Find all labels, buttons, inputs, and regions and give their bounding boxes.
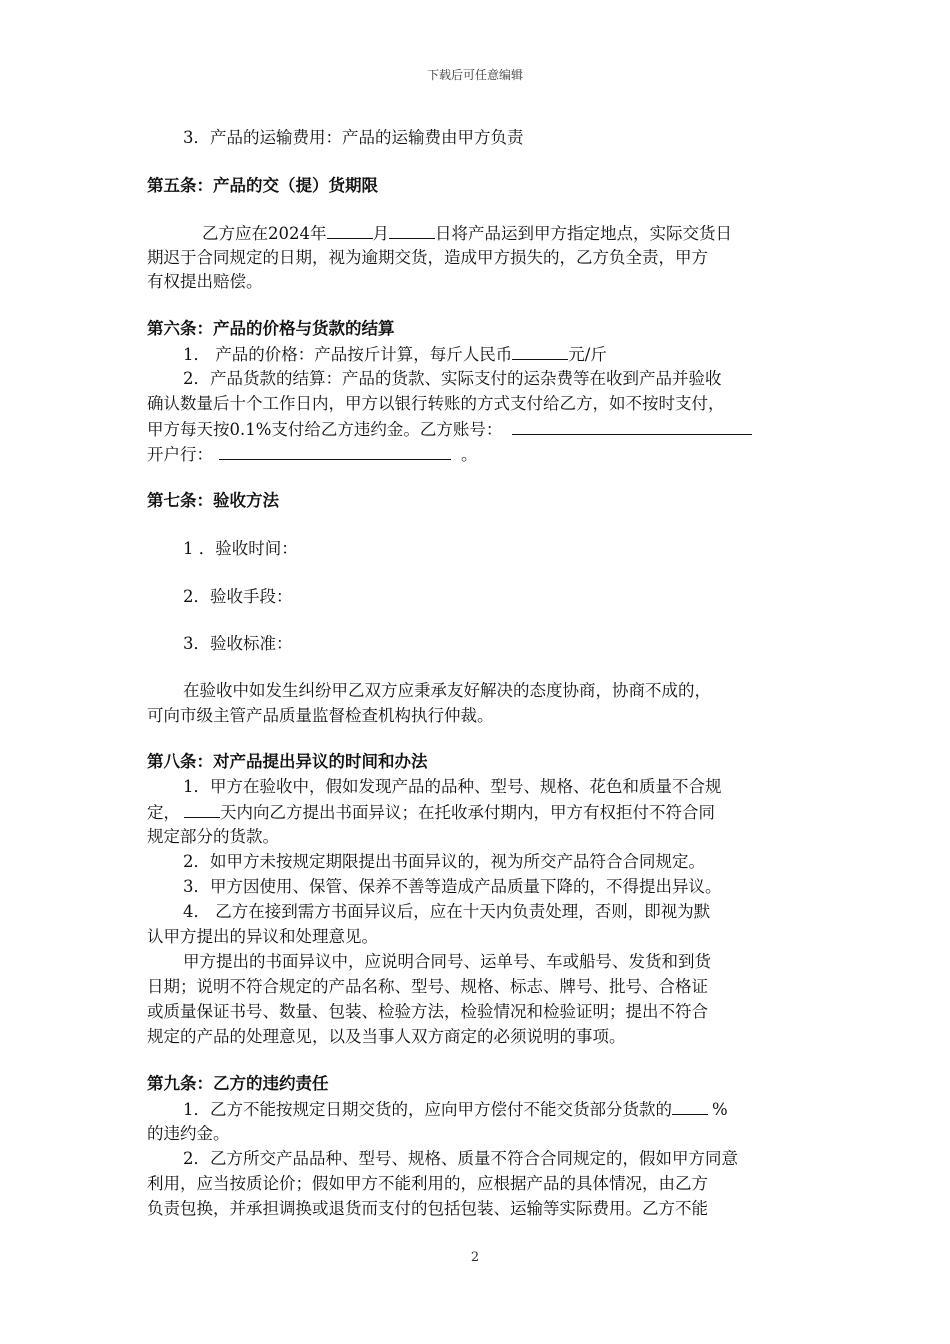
para-line: 3．验收标准：	[183, 634, 293, 653]
blank-account	[512, 418, 752, 435]
blank-bank	[219, 443, 451, 460]
para-line: 在验收中如发生纠纷甲乙双方应秉承友好解决的态度协商，协商不成的，	[183, 681, 711, 700]
blank-month	[327, 222, 373, 239]
section-heading: 第九条：乙方的违约责任	[147, 1074, 329, 1093]
para-line: 3．产品的运输费用：产品的运输费由甲方负责	[183, 128, 524, 147]
para-line: 乙方应在2024年 月 日将产品运到甲方指定地点，实际交货日	[202, 224, 732, 243]
para-line: 认甲方提出的异议和处理意见。	[147, 927, 378, 946]
section-heading: 第八条：对产品提出异议的时间和办法	[147, 752, 428, 771]
para-line: 1．甲方在验收中，假如发现产品的品种、型号、规格、花色和质量不合规	[183, 777, 722, 796]
para-line: 2．如甲方未按规定期限提出书面异议的，视为所交产品符合合同规定。	[183, 852, 705, 871]
para-line: 2．产品货款的结算：产品的货款、实际支付的运杂费等在收到产品并验收	[183, 369, 722, 388]
para-line: 规定部分的货款。	[147, 827, 279, 846]
para-line: 2．乙方所交产品品种、型号、规格、质量不符合合同规定的，假如甲方同意	[183, 1149, 738, 1168]
blank-percent	[672, 1098, 708, 1115]
para-line: 2．验收手段：	[183, 587, 293, 606]
para-line: 利用，应当按质论价；假如甲方不能利用的，应根据产品的具体情况，由乙方	[147, 1174, 708, 1193]
page-header: 下载后可任意编辑	[426, 68, 523, 82]
para-line: 的违约金。	[147, 1124, 230, 1143]
para-line: 期迟于合同规定的日期，视为逾期交货，造成甲方损失的，乙方负全责，甲方	[147, 248, 708, 267]
para-line: 定， 天内向乙方提出书面异议；在托收承付期内，甲方有权拒付不符合同	[147, 803, 715, 822]
page-number: 2	[470, 1250, 480, 1265]
para-line: 1． 产品的价格：产品按斤计算，每斤人民币 元/斤	[183, 345, 607, 364]
para-line: 甲方每天按0.1%支付给乙方违约金。乙方账号：	[147, 418, 807, 441]
para-line: 甲方提出的书面异议中，应说明合同号、运单号、车或船号、发货和到货	[183, 952, 711, 971]
para-line: 负责包换，并承担调换或退货而支付的包括包装、运输等实际费用。乙方不能	[147, 1199, 708, 1218]
section-heading: 第六条：产品的价格与货款的结算	[147, 319, 395, 338]
para-line: 4． 乙方在接到需方书面异议后，应在十天内负责处理，否则，即视为默	[183, 902, 711, 921]
blank-day	[389, 222, 435, 239]
blank-days	[184, 801, 220, 818]
para-line: 规定的产品的处理意见，以及当事人双方商定的必须说明的事项。	[147, 1027, 626, 1046]
section-heading: 第五条：产品的交（提）货期限	[147, 176, 378, 195]
para-line: 1 ．验收时间：	[183, 539, 298, 558]
para-line: 可向市级主管产品质量监督检查机构执行仲裁。	[147, 706, 494, 725]
para-line: 3．甲方因使用、保管、保养不善等造成产品质量下降的，不得提出异议。	[183, 877, 722, 896]
section-heading: 第七条：验收方法	[147, 491, 279, 510]
para-line: 或质量保证书号、数量、包装、检验方法，检验情况和检验证明；提出不符合	[147, 1002, 708, 1021]
para-line: 开户行： 。	[147, 445, 478, 464]
para-line: 有权提出赔偿。	[147, 272, 263, 291]
para-line: 1．乙方不能按规定日期交货的，应向甲方偿付不能交货部分货款的 %	[183, 1100, 728, 1119]
para-line: 确认数量后十个工作日内，甲方以银行转账的方式支付给乙方，如不按时支付，	[147, 394, 725, 413]
para-line: 日期；说明不符合规定的产品名称、型号、规格、标志、牌号、批号、合格证	[147, 977, 708, 996]
blank-price	[512, 343, 568, 360]
